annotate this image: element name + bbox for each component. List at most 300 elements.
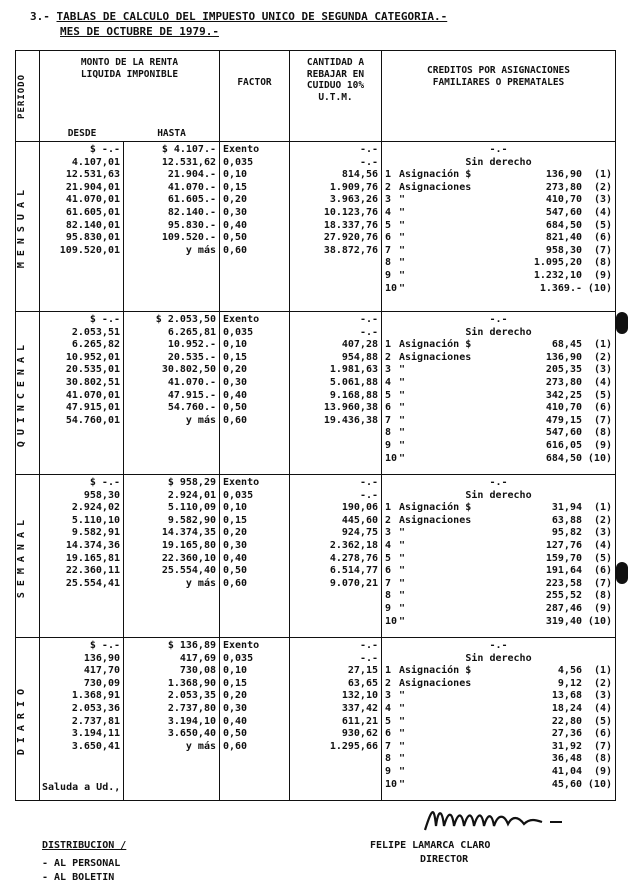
rebaja-cell: 1.909,76 [329,181,378,193]
credit-number: 3 [385,690,392,702]
credit-amount: 342,25 [545,389,582,401]
credit-row [385,578,612,591]
hasta-cell: y más [185,577,216,589]
rebaja-column [290,638,382,801]
factor-cell: 0,20 [223,194,248,206]
credit-text: " [399,728,406,740]
credit-text: " [399,452,406,464]
factor-cell: Exento [223,640,260,651]
distribution-item: - AL BOLETIN [42,872,115,883]
rebaja-cell: -.- [359,326,378,338]
credit-number: 6 [385,402,392,414]
credit-text: " [399,269,406,281]
section-number: 3.- [30,10,50,23]
hasta-cell: 2.053,35 [167,690,216,702]
factor-cell: 0,30 [223,702,248,714]
credit-row [385,207,612,220]
credit-amount: 68,45 [551,339,582,351]
credit-text: Asignaciones [399,677,472,689]
credit-row [385,477,612,490]
hasta-cell: $ 4.107.- [161,144,216,155]
credit-text: Asignación $ [399,339,472,351]
desde-cell: 9.582,91 [71,527,120,539]
credit-row [385,257,612,270]
desde-cell: $ -.- [89,314,120,325]
rebaja-cell: 27.920,76 [323,232,378,244]
credit-row [385,352,612,365]
credit-amount: 41,04 [551,765,582,777]
credit-amount: 547,60 [545,206,582,218]
factor-cell: 0,20 [223,527,248,539]
hasta-cell: 14.374,35 [161,527,216,539]
desde-cell: $ -.- [89,640,120,651]
credit-row [385,502,612,515]
credit-row [385,590,612,603]
factor-cell: 0,60 [223,577,248,589]
credit-text: -.- [489,144,508,155]
desde-cell: 82.140,01 [65,219,120,231]
desde-cell: 20.535,01 [65,364,120,376]
hasta-cell: 3.194,10 [167,715,216,727]
desde-cell: 22.360,11 [65,565,120,577]
desde-cell: 12.531,63 [65,169,120,181]
credit-row [385,402,612,415]
factor-cell: 0,50 [223,728,248,740]
desde-cell: 19.165,81 [65,552,120,564]
period-label [16,312,40,475]
credit-text: " [399,740,406,752]
credit-row [385,390,612,403]
credit-number: 5 [385,219,392,231]
hasta-cell: 30.802,50 [161,364,216,376]
credit-row [385,515,612,528]
credit-row [385,741,612,754]
credit-text: " [399,364,406,376]
credit-number: 5 [385,715,392,727]
credit-amount: 410,70 [545,402,582,414]
factor-column [220,142,290,312]
rebaja-cell: -.- [359,489,378,501]
credit-row [385,527,612,540]
desde-cell: 2.924,02 [71,502,120,514]
rebaja-cell: 38.872,76 [323,244,378,256]
credit-amount: 159,70 [545,552,582,564]
credit-amount: 127,76 [545,539,582,551]
rebaja-cell: -.- [359,652,378,664]
rebaja-cell: 5.061,88 [329,376,378,388]
factor-cell: 0,20 [223,364,248,376]
credit-count: (8) [593,590,612,602]
credit-number: 8 [385,427,392,439]
credit-row [385,540,612,553]
hasta-cell: 417,69 [179,652,216,664]
credit-count: (3) [593,527,612,539]
credit-amount: 821,40 [545,232,582,244]
credit-text: " [399,539,406,551]
credit-text: " [399,244,406,256]
credit-count: (4) [593,539,612,551]
credit-text: -.- [489,640,508,651]
credit-number: 7 [385,244,392,256]
desde-cell: 6.265,82 [71,339,120,351]
desde-cell: 41.070,01 [65,194,120,206]
hasta-cell: 1.368,90 [167,677,216,689]
credit-amount: 1.232,10 [533,269,582,281]
credit-number: 4 [385,206,392,218]
credit-number: 3 [385,527,392,539]
desde-column [40,312,124,475]
hasta-cell: 10.952.- [167,339,216,351]
distribution-item: - AL PERSONAL [42,858,121,869]
credit-amount: 958,30 [545,244,582,256]
credit-row [385,415,612,428]
credit-number: 9 [385,765,392,777]
credit-count: (7) [593,740,612,752]
credit-text: " [399,615,406,627]
distribution-title: DISTRIBUCION / [42,840,127,851]
desde-cell: 61.605,01 [65,206,120,218]
credit-amount: 31,92 [551,740,582,752]
credit-number: 7 [385,740,392,752]
credit-amount: 18,24 [551,702,582,714]
credit-amount: 31,94 [551,502,582,514]
document-title [30,10,448,38]
credit-count: (3) [593,364,612,376]
credit-count: (9) [593,439,612,451]
credit-amount: 273,80 [545,181,582,193]
header-hasta: HASTA [157,127,186,139]
credit-amount: 27,36 [551,728,582,740]
desde-cell: 3.650,41 [71,740,120,752]
credit-amount: 136,90 [545,351,582,363]
credit-row [385,182,612,195]
credit-number: 1 [385,665,392,677]
credit-amount: 273,80 [545,376,582,388]
hasta-cell: y más [185,244,216,256]
credit-row [385,766,612,779]
credit-number: 1 [385,502,392,514]
credit-text: " [399,590,406,602]
credit-text: Sin derecho [465,652,532,664]
hasta-cell: 730,08 [179,665,216,677]
desde-column [40,638,124,801]
handwritten-signature [420,800,570,840]
credit-text: " [399,206,406,218]
credit-count: (1) [593,502,612,514]
desde-cell: 5.110,10 [71,514,120,526]
credit-row [385,553,612,566]
desde-cell: 2.053,36 [71,702,120,714]
credit-text: " [399,376,406,388]
factor-cell: 0,10 [223,339,248,351]
hasta-cell: $ 958,29 [167,477,216,488]
factor-cell: 0,30 [223,206,248,218]
credit-row [385,440,612,453]
credit-text: " [399,219,406,231]
section-row-mensual [16,142,616,312]
credit-row [385,453,612,466]
desde-cell: 4.107,01 [71,156,120,168]
credit-count: (5) [593,219,612,231]
credit-amount: 36,48 [551,753,582,765]
rebaja-column [290,475,382,638]
credit-count: (9) [593,765,612,777]
creditos-column [382,638,616,801]
title-line-2: MES DE OCTUBRE DE 1979.- [60,25,219,38]
credit-count: (5) [593,715,612,727]
credit-count: (2) [593,351,612,363]
rebaja-cell: 1.981,63 [329,364,378,376]
factor-cell: 0,10 [223,169,248,181]
credit-count: (8) [593,427,612,439]
desde-cell: 25.554,41 [65,577,120,589]
credit-row [385,427,612,440]
credit-amount: 547,60 [545,427,582,439]
factor-cell: 0,035 [223,489,254,501]
desde-cell: $ -.- [89,477,120,488]
hasta-cell: 5.110,09 [167,502,216,514]
credit-row [385,716,612,729]
hasta-cell: y más [185,414,216,426]
credit-number: 8 [385,753,392,765]
credit-number: 7 [385,414,392,426]
credit-count: (4) [593,376,612,388]
credit-row [385,283,612,296]
desde-cell: 14.374,36 [65,539,120,551]
credit-count: (10) [587,778,612,790]
credit-count: (7) [593,577,612,589]
credit-number: 4 [385,539,392,551]
credit-text: Asignación $ [399,502,472,514]
credit-text: Asignaciones [399,514,472,526]
rebaja-column [290,142,382,312]
credit-text: Asignaciones [399,351,472,363]
credit-count: (1) [593,339,612,351]
credit-text: " [399,402,406,414]
period-label [16,142,40,312]
credit-count: (6) [593,232,612,244]
desde-cell: 1.368,91 [71,690,120,702]
hasta-cell: 9.582,90 [167,514,216,526]
credit-amount: 684,50 [545,219,582,231]
credit-count: (2) [593,677,612,689]
credit-number: 5 [385,389,392,401]
header-periodo: PERIODO [16,51,40,142]
credit-text: " [399,232,406,244]
credit-count: (10) [587,282,612,294]
factor-cell: 0,15 [223,677,248,689]
factor-cell: 0,40 [223,219,248,231]
credit-amount: 616,05 [545,439,582,451]
credit-count: (8) [593,257,612,269]
factor-cell: 0,50 [223,232,248,244]
credit-count: (1) [593,665,612,677]
credit-text: " [399,690,406,702]
credit-text: Sin derecho [465,326,532,338]
credit-row [385,377,612,390]
credit-text: " [399,552,406,564]
header-monto-label: MONTO DE LA RENTA LIQUIDA IMPONIBLE [80,57,179,80]
credit-number: 8 [385,257,392,269]
credit-row [385,665,612,678]
credit-number: 5 [385,552,392,564]
hasta-column [124,638,220,801]
rebaja-cell: 132,10 [341,690,378,702]
period-label-text: MENSUAL [16,184,27,269]
desde-cell: 10.952,01 [65,351,120,363]
credit-count: (3) [593,194,612,206]
credit-amount: 287,46 [545,602,582,614]
credit-row [385,194,612,207]
factor-cell: 0,10 [223,665,248,677]
credit-text: " [399,577,406,589]
rebaja-cell: -.- [359,144,378,155]
credit-number: 8 [385,590,392,602]
hasta-cell: 25.554,40 [161,565,216,577]
credit-amount: 410,70 [545,194,582,206]
hasta-cell: 41.070.- [167,376,216,388]
hasta-cell: 6.265,81 [167,326,216,338]
credit-number: 6 [385,565,392,577]
factor-cell: 0,60 [223,740,248,752]
rebaja-cell: 1.295,66 [329,740,378,752]
credit-text: Asignaciones [399,181,472,193]
title-line-1: TABLAS DE CALCULO DEL IMPUESTO UNICO DE SEGUNDA CATEGORIA.- [56,10,448,23]
period-label [16,475,40,638]
desde-cell: 109.520,01 [59,244,120,256]
desde-cell: 730,09 [83,677,120,689]
credit-text: Sin derecho [465,489,532,501]
credit-number: 10 [385,452,398,464]
rebaja-cell: 337,42 [341,702,378,714]
credit-text: " [399,702,406,714]
credit-row [385,364,612,377]
credit-number: 1 [385,169,392,181]
credit-row [385,653,612,666]
credit-row [385,565,612,578]
tax-table [15,50,616,801]
hasta-column [124,475,220,638]
creditos-column [382,312,616,475]
factor-cell: 0,60 [223,414,248,426]
credit-number: 3 [385,364,392,376]
section-row-quincenal [16,312,616,475]
hasta-column [124,312,220,475]
factor-cell: Exento [223,314,260,325]
creditos-column [382,475,616,638]
section-row-diario [16,638,616,801]
credit-text: " [399,778,406,790]
credit-count: (9) [593,602,612,614]
header-monto [40,51,220,142]
credit-number: 6 [385,728,392,740]
factor-cell: 0,035 [223,156,254,168]
credit-number: 2 [385,677,392,689]
signer-title: DIRECTOR [420,854,469,865]
section-row-semanal [16,475,616,638]
desde-column [40,475,124,638]
hasta-cell: 47.915.- [167,389,216,401]
credit-row [385,327,612,340]
hasta-cell: 12.531,62 [161,156,216,168]
credit-count: (4) [593,206,612,218]
greeting: Saluda a Ud., [42,782,121,793]
hasta-cell: 19.165,80 [161,539,216,551]
hasta-column [124,142,220,312]
factor-cell: 0,60 [223,244,248,256]
creditos-column [382,142,616,312]
credit-amount: 22,80 [551,715,582,727]
table-header-row [16,51,616,142]
credit-amount: 223,58 [545,577,582,589]
credit-row [385,703,612,716]
credit-text: " [399,257,406,269]
credit-row [385,678,612,691]
factor-column [220,475,290,638]
credit-text: Asignación $ [399,169,472,181]
credit-number: 2 [385,351,392,363]
credit-row [385,232,612,245]
header-factor: FACTOR [220,51,290,142]
factor-cell: 0,30 [223,539,248,551]
hasta-cell: 2.924,01 [167,489,216,501]
credit-text: Asignación $ [399,665,472,677]
hasta-cell: $ 2.053,50 [155,314,216,325]
credit-count: (4) [593,702,612,714]
credit-number: 10 [385,615,398,627]
rebaja-cell: 407,28 [341,339,378,351]
credit-row [385,220,612,233]
factor-cell: 0,20 [223,690,248,702]
credit-amount: 136,90 [545,169,582,181]
desde-cell: 54.760,01 [65,414,120,426]
credit-number: 1 [385,339,392,351]
period-label-text: SEMANAL [16,513,27,599]
credit-count: (7) [593,414,612,426]
credit-row [385,270,612,283]
credit-number: 3 [385,194,392,206]
hasta-cell: 41.070.- [167,181,216,193]
desde-cell: 3.194,11 [71,728,120,740]
rebaja-cell: -.- [359,640,378,651]
credit-amount: 4,56 [557,665,582,677]
desde-cell: 958,30 [83,489,120,501]
rebaja-cell: 611,21 [341,715,378,727]
rebaja-cell: 4.278,76 [329,552,378,564]
hasta-cell: 54.760.- [167,402,216,414]
credit-count: (5) [593,552,612,564]
credit-text: -.- [489,314,508,325]
desde-cell: 30.802,51 [65,376,120,388]
factor-cell: 0,15 [223,514,248,526]
credit-amount: 13,68 [551,690,582,702]
credit-count: (1) [593,169,612,181]
credit-amount: 684,50 [545,452,582,464]
factor-cell: 0,30 [223,376,248,388]
rebaja-cell: -.- [359,477,378,488]
desde-cell: 2.737,81 [71,715,120,727]
credit-text: " [399,753,406,765]
credit-text: " [399,565,406,577]
rebaja-cell: -.- [359,156,378,168]
credit-row [385,169,612,182]
hasta-cell: 109.520.- [161,232,216,244]
rebaja-cell: 445,60 [341,514,378,526]
credit-number: 2 [385,181,392,193]
credit-row [385,144,612,157]
credit-text: " [399,439,406,451]
rebaja-cell: 13.960,38 [323,402,378,414]
